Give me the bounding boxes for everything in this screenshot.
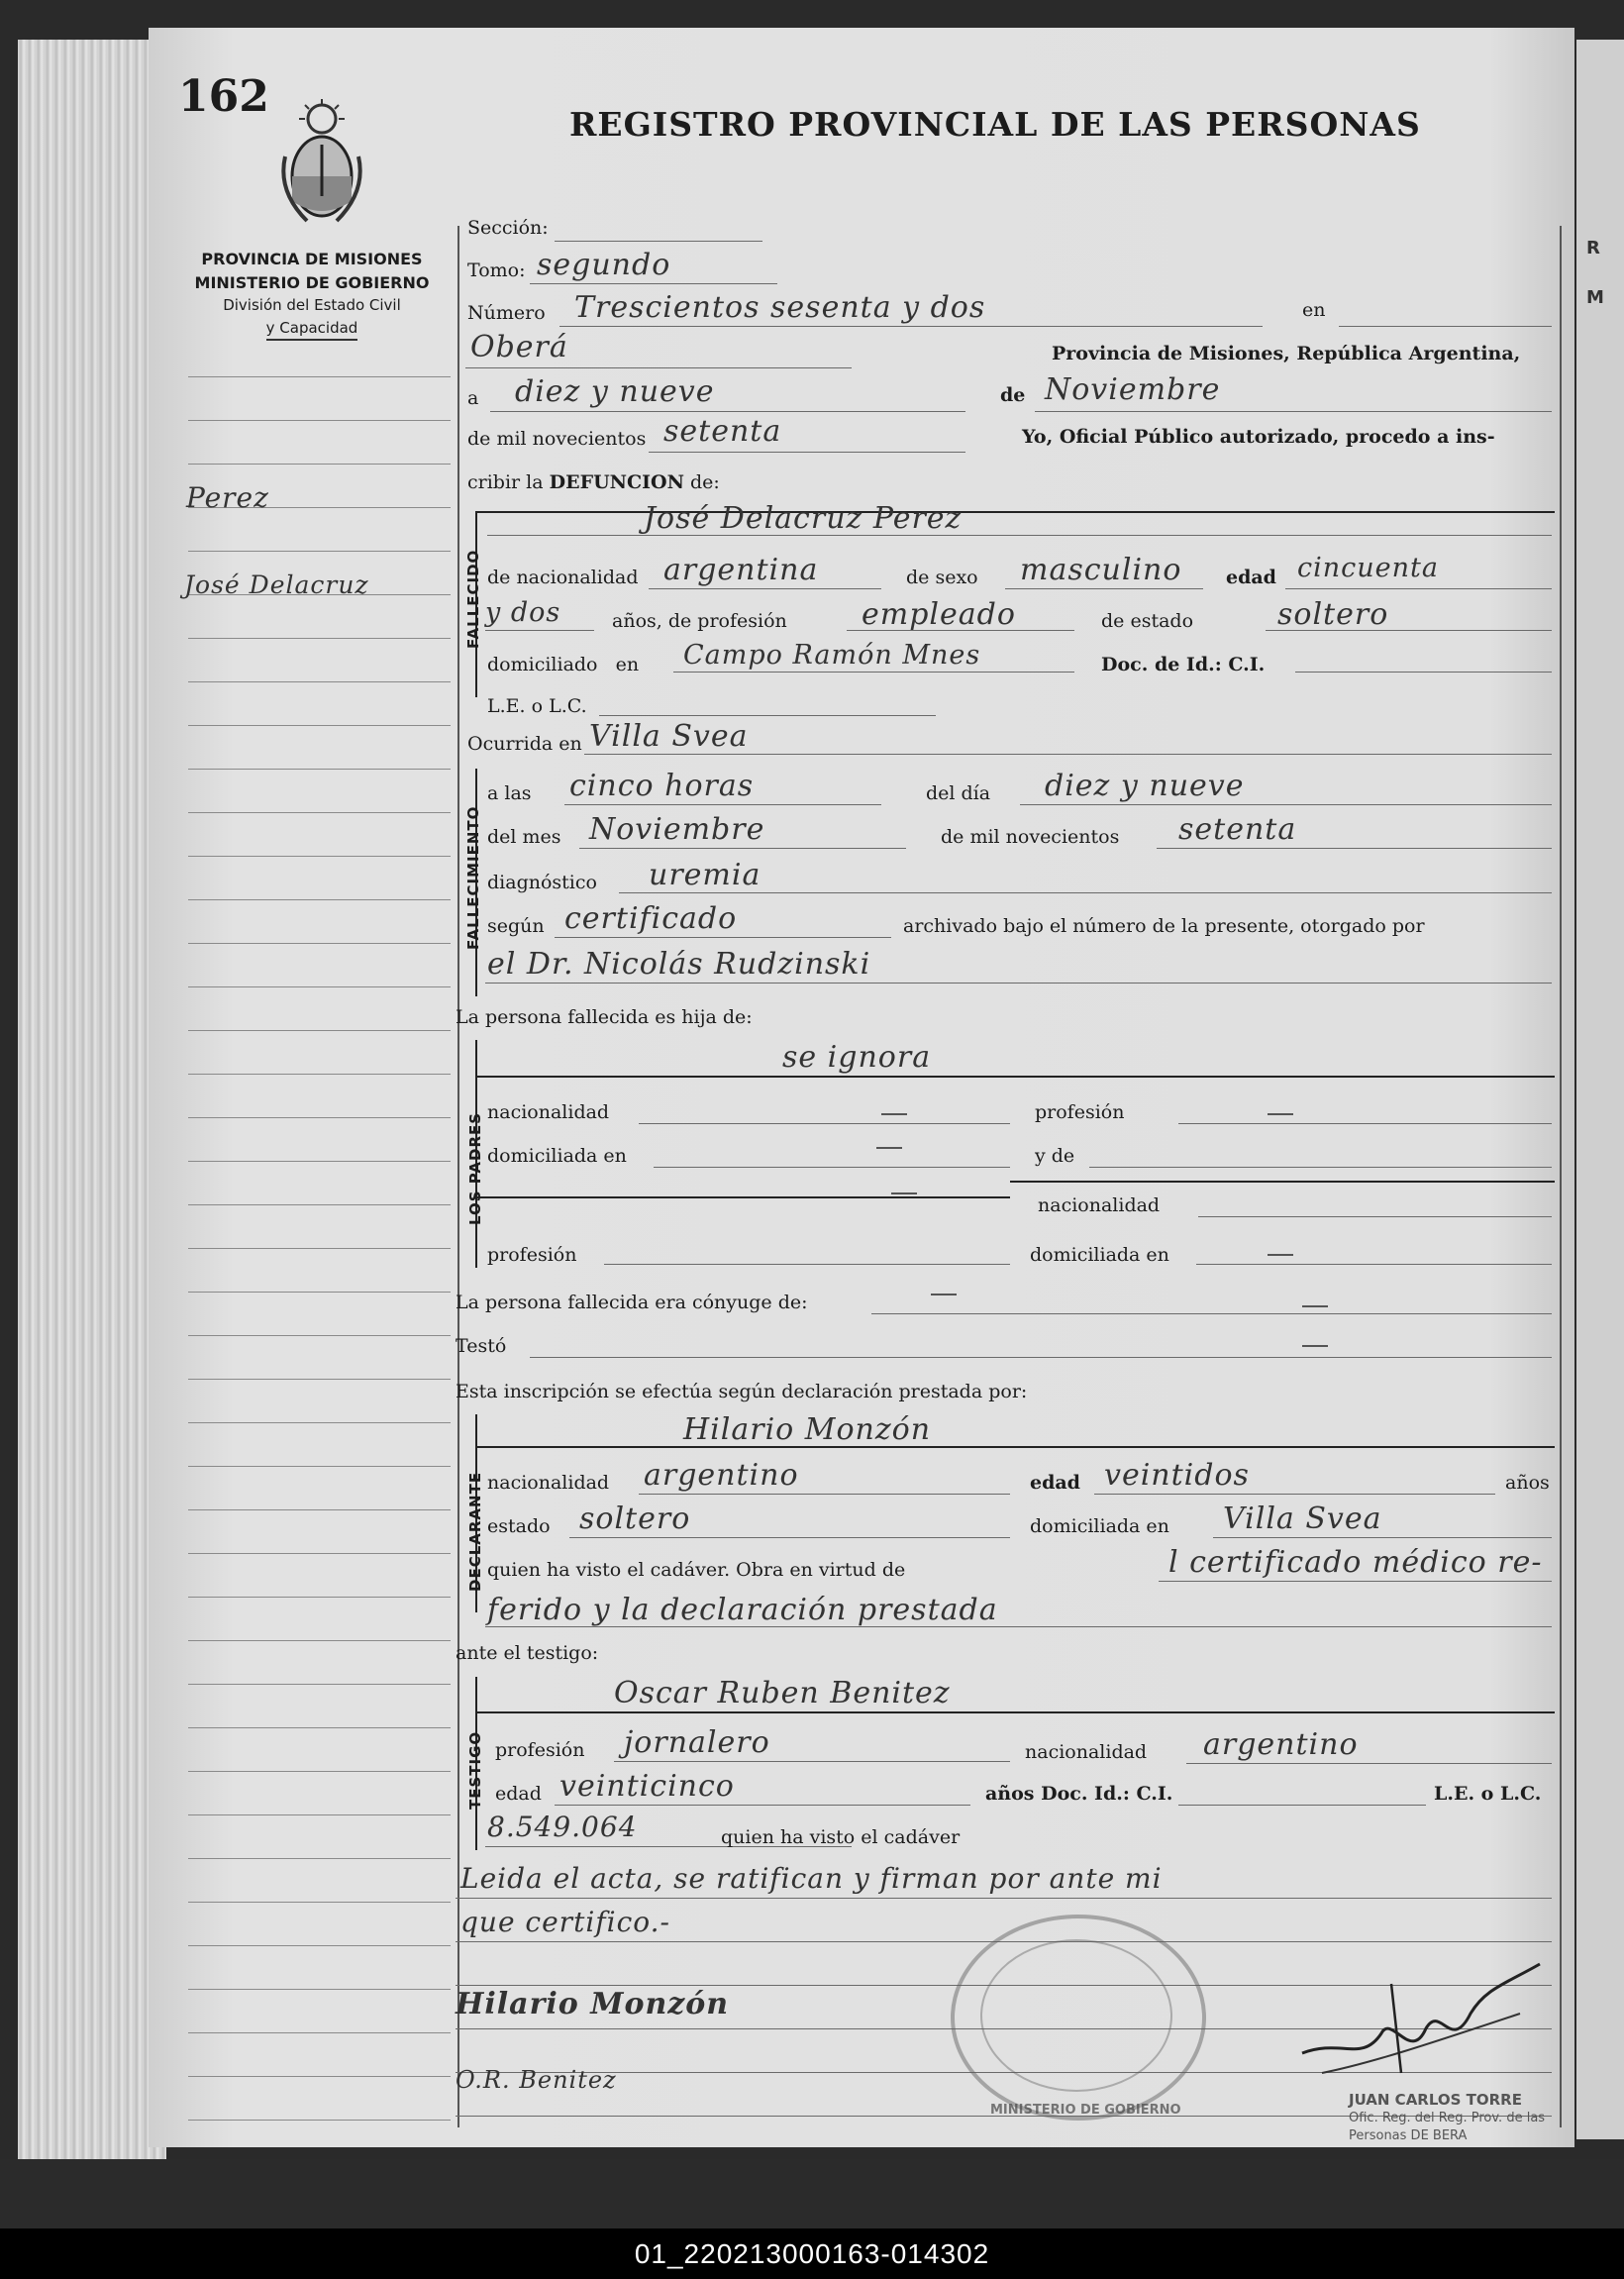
register-page bbox=[149, 28, 1574, 2147]
margin-surname: Perez bbox=[186, 481, 269, 514]
label-ocurrida-en: Ocurrida en bbox=[467, 733, 582, 755]
label-t-profesion: profesión bbox=[495, 1739, 585, 1761]
label-hija-de: La persona fallecida es hija de: bbox=[456, 1006, 753, 1028]
side-label-fallecimiento: FALLECIMIENTO bbox=[464, 805, 482, 950]
fallecido-edad-2: y dos bbox=[485, 597, 561, 628]
anio-value: setenta bbox=[663, 414, 782, 449]
firma-testigo: O.R. Benitez bbox=[456, 2066, 617, 2094]
label-d-domiciliada: domiciliada en bbox=[1030, 1515, 1169, 1537]
fallecido-edad: cincuenta bbox=[1297, 553, 1439, 583]
label-de-estado: de estado bbox=[1101, 610, 1194, 632]
official-title: Ofic. Reg. del Reg. Prov. de las bbox=[1349, 2111, 1546, 2125]
official-office: Personas DE BERA bbox=[1349, 2128, 1468, 2143]
official-name: JUAN CARLOS TORRE bbox=[1349, 2091, 1522, 2109]
issuing-authority bbox=[168, 248, 456, 341]
label-tomo: Tomo: bbox=[467, 259, 526, 281]
declarante-estado: soltero bbox=[579, 1502, 691, 1536]
fallecido-nombre: José Delacruz Perez bbox=[644, 501, 963, 536]
right-column-border bbox=[1560, 226, 1562, 2127]
page-number: 162 bbox=[178, 71, 269, 122]
label-nacionalidad-padre: nacionalidad bbox=[487, 1101, 610, 1123]
book-bottom bbox=[0, 2159, 1624, 2228]
cierre-linea-2: que certifico.- bbox=[460, 1906, 670, 1938]
testigo-profesion: jornalero bbox=[624, 1725, 770, 1760]
label-conyuge: La persona fallecida era cónyuge de: bbox=[456, 1292, 808, 1313]
label-t-nacionalidad: nacionalidad bbox=[1025, 1741, 1148, 1763]
page-title: REGISTRO PROVINCIAL DE LAS PERSONAS bbox=[569, 105, 1421, 144]
label-t-le-lc: L.E. o L.C. bbox=[1434, 1783, 1542, 1805]
fallecido-domicilio: Campo Ramón Mnes bbox=[683, 640, 981, 671]
main-column-border bbox=[457, 226, 459, 2127]
hora-value: cinco horas bbox=[569, 769, 755, 803]
cierre-linea-1: Leida el acta, se ratifican y firman por ante mi bbox=[460, 1862, 1163, 1895]
label-a-las: a las bbox=[487, 782, 532, 804]
label-anos-profesion: años, de profesión bbox=[612, 610, 787, 632]
dia-value: diez y nueve bbox=[515, 374, 715, 409]
label-profesion-padre: profesión bbox=[1035, 1101, 1125, 1123]
label-d-nacionalidad: nacionalidad bbox=[487, 1472, 610, 1494]
adjacent-page-letter: M bbox=[1586, 287, 1604, 308]
label-segun: según bbox=[487, 915, 545, 937]
mes2-value: Noviembre bbox=[589, 812, 765, 847]
margin-given-names: José Delacruz bbox=[184, 570, 369, 599]
side-label-testigo: TESTIGO bbox=[466, 1730, 484, 1810]
label-t-edad: edad bbox=[495, 1783, 542, 1805]
division-name-2: y Capacidad bbox=[266, 318, 358, 341]
label-domiciliada-padre: domiciliada en bbox=[487, 1145, 627, 1167]
label-y-de: y de bbox=[1035, 1145, 1075, 1167]
coat-of-arms-icon bbox=[277, 97, 366, 236]
label-t-anos-doc: años Doc. Id.: C.I. bbox=[985, 1783, 1173, 1805]
official-signature-icon bbox=[1292, 1944, 1550, 2103]
label-ante-testigo: ante el testigo: bbox=[456, 1642, 599, 1664]
fallecido-estado: soltero bbox=[1277, 597, 1389, 632]
numero-value: Trescientos sesenta y dos bbox=[574, 290, 986, 325]
label-d-edad: edad bbox=[1030, 1472, 1080, 1494]
fallecido-sexo: masculino bbox=[1020, 553, 1182, 587]
testigo-edad: veinticinco bbox=[559, 1769, 735, 1804]
mes-value: Noviembre bbox=[1045, 372, 1221, 407]
page-stack-edge bbox=[18, 40, 166, 2159]
label-le-lc: L.E. o L.C. bbox=[487, 695, 587, 717]
label-del-dia: del día bbox=[926, 782, 991, 804]
label-de-mil: de mil novecientos bbox=[467, 428, 647, 450]
adjacent-page-letter: R bbox=[1586, 238, 1600, 259]
label-profesion-madre: profesión bbox=[487, 1244, 577, 1266]
side-label-fallecido: FALLECIDO bbox=[464, 549, 482, 649]
label-quien-cadaver-obra: quien ha visto el cadáver. Obra en virtud de bbox=[487, 1559, 906, 1581]
declarante-edad: veintidos bbox=[1104, 1458, 1250, 1493]
label-provincia: Provincia de Misiones, República Argentina, bbox=[1052, 343, 1521, 364]
label-declaracion: Esta inscripción se efectúa según declaración prestada por: bbox=[456, 1381, 1028, 1402]
diagnostico-value: uremia bbox=[649, 858, 761, 892]
dash-mark bbox=[1268, 1254, 1293, 1256]
adjacent-page bbox=[1576, 40, 1624, 2139]
label-nacionalidad-madre: nacionalidad bbox=[1038, 1194, 1161, 1216]
label-numero: Número bbox=[467, 302, 546, 324]
anio2-value: setenta bbox=[1178, 812, 1297, 847]
label-de-mil-2: de mil novecientos bbox=[941, 826, 1120, 848]
dash-mark bbox=[891, 1192, 917, 1194]
firma-declarante: Hilario Monzón bbox=[456, 1987, 730, 2021]
dash-mark bbox=[1268, 1113, 1293, 1115]
obra-linea-1: l certificado médico re- bbox=[1168, 1545, 1543, 1580]
medico-value: el Dr. Nicolás Rudzinski bbox=[487, 947, 871, 982]
fallecido-nacionalidad: argentina bbox=[663, 553, 819, 587]
image-caption: 01_220213000163-014302 bbox=[0, 2228, 1624, 2279]
label-del-mes: del mes bbox=[487, 826, 561, 848]
label-testo: Testó bbox=[456, 1335, 507, 1357]
dia2-value: diez y nueve bbox=[1045, 769, 1245, 803]
ministry-name: MINISTERIO DE GOBIERNO bbox=[194, 273, 430, 292]
label-de-sexo: de sexo bbox=[906, 567, 978, 588]
label-yo-oficial: Yo, Oficial Público autorizado, procedo a ins- bbox=[1022, 426, 1495, 448]
label-anos: años bbox=[1505, 1472, 1550, 1494]
label-edad: edad bbox=[1226, 567, 1276, 588]
label-de-nacionalidad: de nacionalidad bbox=[487, 567, 639, 588]
declarante-nacionalidad: argentino bbox=[644, 1458, 799, 1493]
province-name: PROVINCIA DE MISIONES bbox=[201, 250, 423, 268]
testigo-nacionalidad: argentino bbox=[1203, 1727, 1359, 1762]
label-estado: estado bbox=[487, 1515, 551, 1537]
label-domiciliada-madre: domiciliada en bbox=[1030, 1244, 1169, 1266]
segun-value: certificado bbox=[564, 901, 738, 936]
fallecido-profesion: empleado bbox=[862, 597, 1016, 632]
testigo-documento: 8.549.064 bbox=[487, 1811, 638, 1843]
dash-mark bbox=[1302, 1305, 1328, 1307]
testigo-nombre: Oscar Ruben Benitez bbox=[614, 1676, 951, 1710]
dash-mark bbox=[1302, 1345, 1328, 1347]
lugar-value: Oberá bbox=[470, 330, 568, 364]
label-diagnostico: diagnóstico bbox=[487, 872, 597, 893]
dash-mark bbox=[876, 1147, 902, 1149]
label-en: en bbox=[1302, 299, 1326, 321]
obra-linea-2: ferido y la declaración prestada bbox=[487, 1593, 998, 1627]
label-de: de bbox=[1000, 384, 1026, 406]
ocurrida-value: Villa Svea bbox=[589, 719, 749, 754]
label-cribir: cribir la DEFUNCION de: bbox=[467, 471, 720, 493]
label-quien-cadaver: quien ha visto el cadáver bbox=[721, 1826, 961, 1848]
label-a: a bbox=[467, 387, 479, 409]
label-seccion: Sección: bbox=[467, 217, 549, 239]
official-seal-inner bbox=[980, 1939, 1172, 2092]
side-label-padres: LOS PADRES bbox=[466, 1111, 484, 1225]
label-archivado: archivado bajo el número de la presente, otorgado por bbox=[903, 915, 1425, 937]
label-domiciliado-en: domiciliado en bbox=[487, 654, 640, 675]
declarante-nombre: Hilario Monzón bbox=[683, 1412, 932, 1447]
tomo-value: segundo bbox=[537, 248, 671, 282]
division-name: División del Estado Civil bbox=[223, 296, 401, 314]
seal-text: MINISTERIO DE GOBIERNO bbox=[990, 2103, 1181, 2118]
dash-mark bbox=[931, 1294, 957, 1295]
label-doc-id: Doc. de Id.: C.I. bbox=[1101, 654, 1266, 675]
dash-mark bbox=[881, 1113, 907, 1115]
declarante-domicilio: Villa Svea bbox=[1223, 1502, 1382, 1536]
padres-value: se ignora bbox=[782, 1040, 932, 1075]
side-label-declarante: DECLARANTE bbox=[466, 1471, 484, 1592]
